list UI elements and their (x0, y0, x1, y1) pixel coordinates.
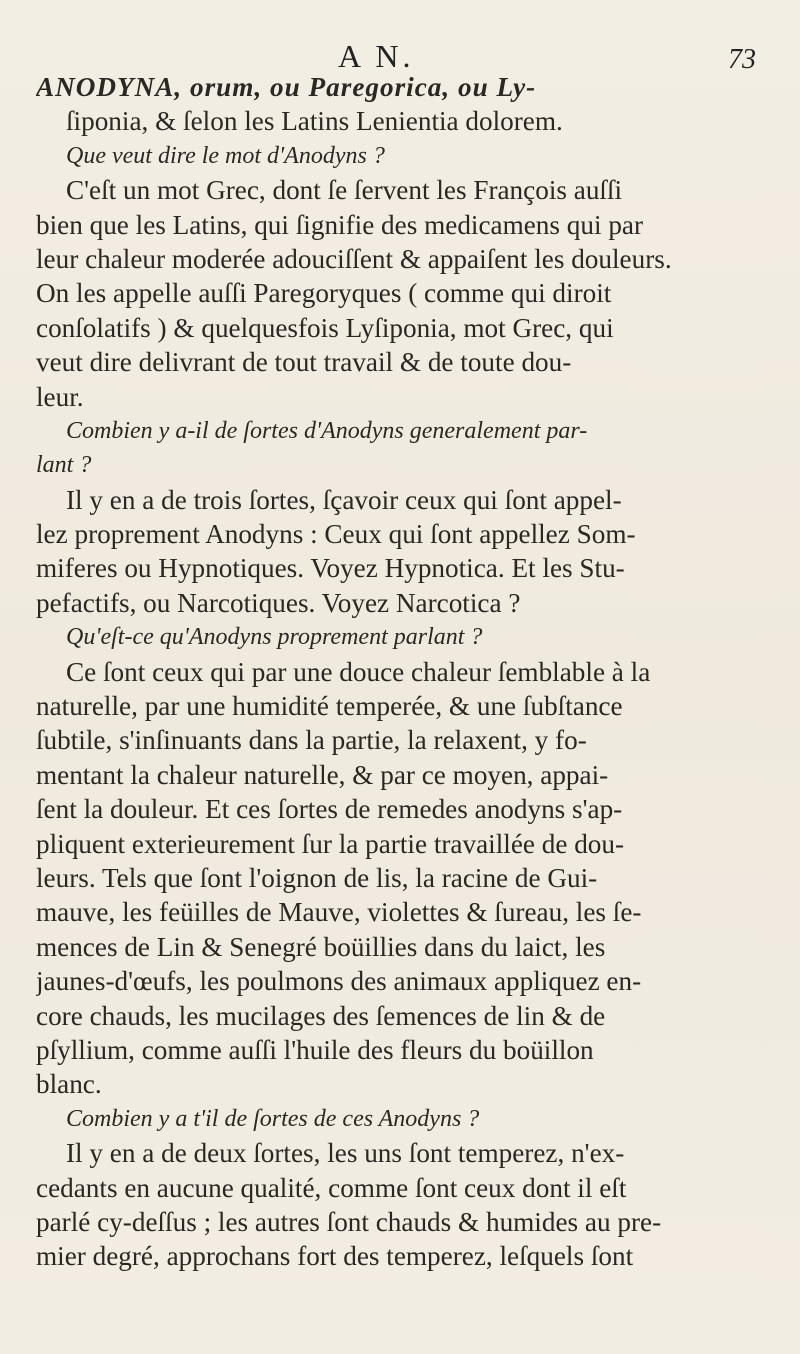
question-heading: Combien y a-il de ſortes d'Anodyns generalement par- (66, 417, 588, 444)
text-line: pefactifs, ou Narcotiques. Voyez Narcotica ? (36, 587, 521, 618)
question-heading: Combien y a t'il de ſortes de ces Anodyns ? (66, 1105, 480, 1132)
text-line: mences de Lin & Senegré boüillies dans du laict, les (36, 931, 606, 962)
text-line: Il y en a de trois ſortes, ſçavoir ceux qui ſont appel- (66, 484, 622, 515)
running-head: A N. (338, 38, 415, 74)
text-line: blanc. (36, 1069, 102, 1100)
text-line: naturelle, par une humidité temperée, & une ſubſtance (36, 691, 623, 722)
text-line: core chauds, les mucilages des ſemences de lin & de (36, 1000, 606, 1031)
text-line: ſiponia, & ſelon les Latins Lenientia dolorem. (66, 106, 563, 137)
text-line: leur chaleur moderée adouciſſent & appaiſent les douleurs. (36, 243, 672, 274)
text-line: veut dire delivrant de tout travail & de toute dou- (36, 347, 572, 378)
text-line: pliquent exterieurement ſur la partie travaillée de dou- (36, 828, 625, 859)
text-line: conſolatifs ) & quelquesfois Lyſiponia, mot Grec, qui (36, 312, 614, 343)
text-line: mauve, les feüilles de Mauve, violettes & ſureau, les ſe- (36, 897, 642, 928)
text-line: bien que les Latins, qui ſignifie des medicamens qui par (36, 209, 644, 240)
text-line: pſyllium, comme auſſi l'huile des fleurs du boüillon (36, 1034, 594, 1065)
question-heading: Que veut dire le mot d'Anodyns ? (66, 142, 385, 169)
question-heading: lant ? (36, 452, 92, 479)
text-line: jaunes-d'œufs, les poulmons des animaux appliquez en- (36, 966, 642, 997)
page-header (0, 28, 800, 74)
text-line: Il y en a de deux ſortes, les uns ſont temperez, n'ex- (66, 1138, 625, 1169)
text-line: ſent la douleur. Et ces ſortes de remedes anodyns s'ap- (36, 794, 623, 825)
text-line: mentant la chaleur naturelle, & par ce moyen, appai- (36, 759, 609, 790)
text-line: mier degré, approchans fort des temperez, leſquels ſont (36, 1241, 634, 1272)
text-line: parlé cy-deſſus ; les autres ſont chauds & humides au pre- (36, 1206, 662, 1237)
text-line: leur. (36, 381, 84, 412)
text-line: ANODYNA, orum, ou Paregorica, ou Ly- (36, 72, 537, 102)
text-line: ſubtile, s'inſinuants dans la partie, la relaxent, y fo- (36, 725, 587, 756)
page-number: 73 (728, 44, 756, 75)
body-text (36, 70, 771, 1274)
text-line: leurs. Tels que ſont l'oignon de lis, la racine de Gui- (36, 862, 598, 893)
text-line: cedants en aucune qualité, comme ſont ceux dont il eſt (36, 1172, 627, 1203)
text-line: miferes ou Hypnotiques. Voyez Hypnotica. Et les Stu- (36, 553, 625, 584)
text-line: C'eſt un mot Grec, dont ſe ſervent les François auſſi (66, 175, 623, 206)
text-line: Ce ſont ceux qui par une douce chaleur ſemblable à la (66, 656, 651, 687)
text-line: On les appelle auſſi Paregoryques ( comme qui diroit (36, 278, 612, 309)
text-line: lez proprement Anodyns : Ceux qui ſont appellez Som- (36, 519, 636, 550)
question-heading: Qu'eſt-ce qu'Anodyns proprement parlant ? (66, 624, 483, 651)
